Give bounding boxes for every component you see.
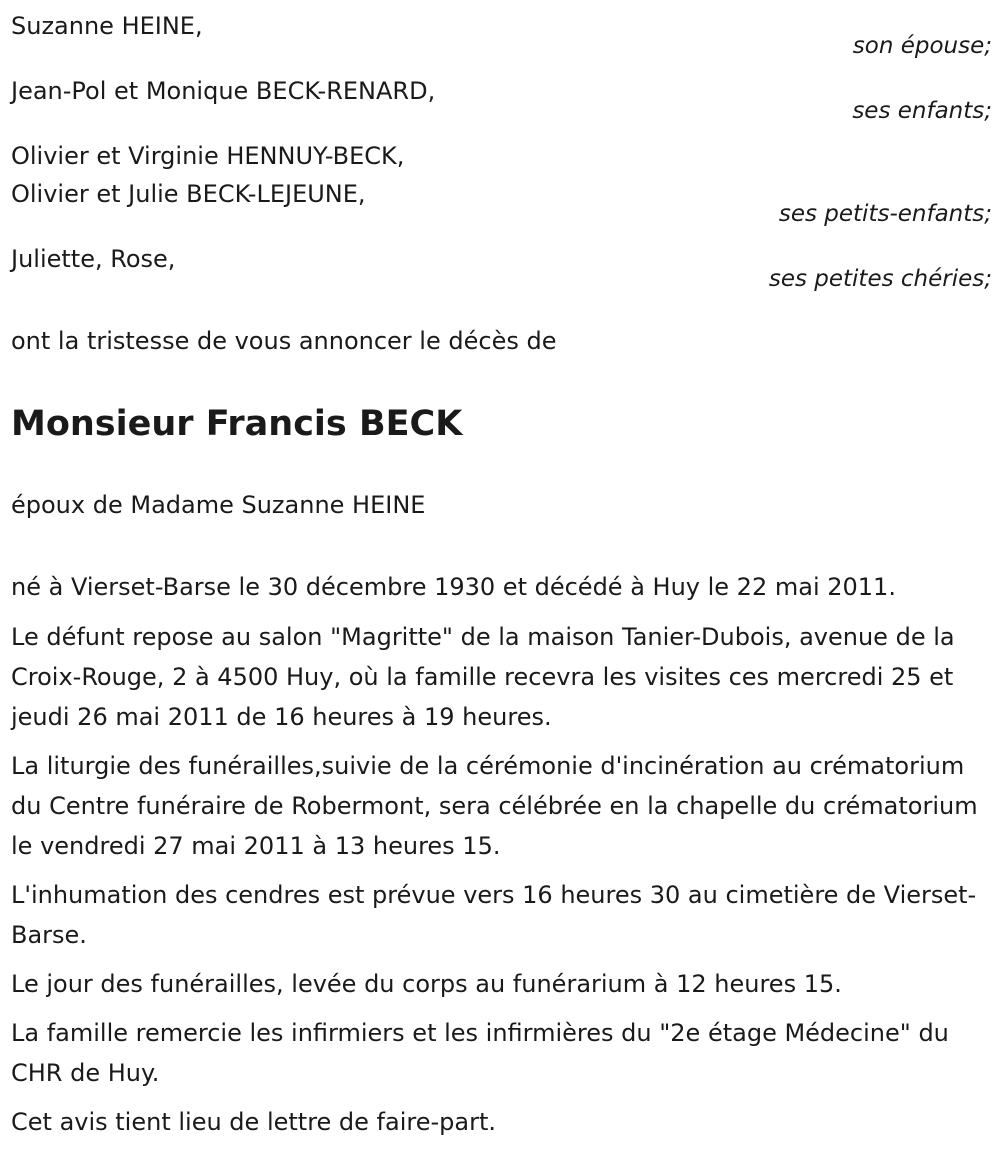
family-role: ses petits-enfants; (778, 201, 992, 227)
notice-paragraph: Le jour des funérailles, levée du corps au funérarium à 12 heures 15. (11, 970, 842, 998)
spouse-line: époux de Madame Suzanne HEINE (11, 491, 426, 519)
notice-body (11, 567, 991, 1142)
family-group-grandchildren (11, 137, 991, 237)
notice-paragraph: L'inhumation des cendres est prévue vers 16 heures 30 au cimetière de Vierset-Barse. (11, 881, 977, 949)
notice-paragraph: La famille remercie les infirmiers et les infirmières du "2e étage Médecine" du CHR de Huy. (11, 1019, 949, 1087)
family-group-spouse (11, 7, 991, 69)
family-role: ses enfants; (852, 98, 992, 124)
notice-paragraph: La liturgie des funérailles,suivie de la cérémonie d'incinération au crématorium du Centre funéraire de Robermont, sera célébrée en la chapelle du crématorium le vendredi 27 mai 2011 à 13 heures 15. (11, 752, 978, 860)
notice-paragraph: Le défunt repose au salon "Magritte" de la maison Tanier-Dubois, avenue de la Croix-Rouge, 2 à 4500 Huy, où la famille recevra les visites ces mercredi 25 et jeudi 26 mai 2011 de 16 heures à 19 heures. (11, 623, 955, 731)
death-notice (11, 0, 991, 1142)
family-role: son épouse; (852, 33, 992, 59)
family-role: ses petites chéries; (768, 266, 992, 292)
deceased-name: Monsieur Francis BECK (11, 404, 463, 444)
family-name: Jean-Pol et Monique BECK-RENARD, (11, 77, 436, 105)
announcement-intro: ont la tristesse de vous annoncer le décès de (11, 327, 557, 355)
family-name: Juliette, Rose, (11, 245, 176, 273)
notice-paragraph: né à Vierset-Barse le 30 décembre 1930 et décédé à Huy le 22 mai 2011. (11, 573, 896, 601)
family-name: Olivier et Virginie HENNUY-BECK, (11, 142, 405, 170)
family-group-great-grandchildren (11, 240, 991, 302)
family-list (11, 0, 991, 302)
family-group-children (11, 72, 991, 134)
family-name: Olivier et Julie BECK-LEJEUNE, (11, 180, 366, 208)
family-name: Suzanne HEINE, (11, 12, 203, 40)
notice-paragraph: Cet avis tient lieu de lettre de faire-part. (11, 1108, 496, 1136)
